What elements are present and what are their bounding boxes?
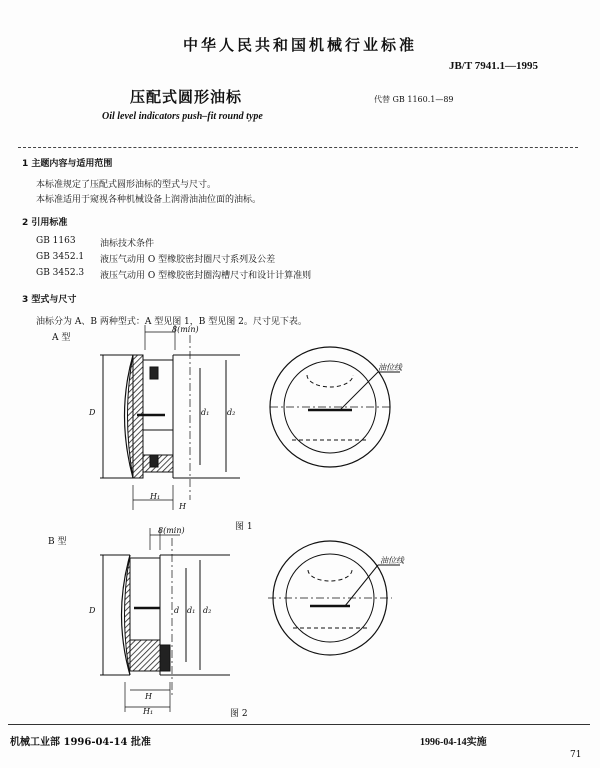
footer-divider (8, 724, 590, 725)
figure-1-type-label: A 型 (52, 333, 71, 343)
section-1-line-2: 本标准适用于窥视各种机械设备上润滑油油位面的油标。 (36, 195, 262, 205)
figure-2-dim-D: D (89, 606, 96, 615)
replaces-note: 代替 GB 1160.1—89 (374, 95, 454, 104)
figure-2-type-label: B 型 (48, 537, 67, 547)
section-2-heading: 2 引用标准 (22, 218, 68, 228)
figure-1-dim-top: 8(min) (172, 325, 199, 334)
ref-title: 油标技术条件 (100, 239, 155, 249)
document-title: 压配式圆形油标 (130, 88, 243, 106)
approval-line: 机械工业部 1996-04-14 批准 (10, 737, 151, 748)
figure-2-dim-H1: H₁ (143, 707, 154, 716)
figure-2-dim-top: 8(min) (158, 526, 185, 535)
figure-2-dim-d2: d₂ (203, 606, 212, 615)
figure-2-dim-H: H (145, 692, 152, 701)
figure-1-caption: 图 1 (235, 522, 253, 532)
figure-1-dim-d1: d₁ (201, 408, 210, 417)
section-1-heading: 1 主题内容与适用范围 (22, 159, 113, 169)
figure-2-caption: 图 2 (230, 709, 248, 719)
standard-category-title: 中华人民共和国机械行业标准 (182, 36, 417, 54)
section-1-line-1: 本标准规定了压配式圆形油标的型式与尺寸。 (36, 180, 217, 190)
figure-1-dim-H1: H₁ (150, 492, 161, 501)
figure-1-dim-D: D (89, 408, 96, 417)
figure-1-callout: 油位线 (378, 363, 402, 372)
figure-1-side-view (100, 325, 240, 510)
standard-number: JB/T 7941.1—1995 (448, 60, 538, 72)
figure-2-callout: 油位线 (380, 556, 404, 565)
figure-2-dim-d: d (174, 606, 180, 615)
section-3-line: 油标分为 A、B 两种型式：A 型见图 1，B 型见图 2。尺寸见下表。 (36, 317, 307, 327)
page-number: 71 (570, 750, 582, 760)
ref-code: GB 1163 (36, 236, 76, 246)
effective-date: 1996-04-14实施 (420, 737, 487, 748)
section-3-heading: 3 型式与尺寸 (22, 295, 77, 305)
ref-code: GB 3452.1 (36, 252, 85, 262)
english-title: Oil level indicators push–fit round type (102, 111, 263, 122)
ref-title: 液压气动用 O 型橡胶密封圈尺寸系列及公差 (100, 255, 276, 265)
ref-code: GB 3452.3 (36, 268, 85, 278)
figure-1-dim-d2: d₂ (227, 408, 236, 417)
figure-2-side-view (100, 528, 230, 712)
figure-2-dim-d1: d₁ (187, 606, 196, 615)
figure-1-dim-H: H (179, 502, 186, 511)
ref-title: 液压气动用 O 型橡胶密封圈沟槽尺寸和设计计算准则 (100, 271, 312, 281)
